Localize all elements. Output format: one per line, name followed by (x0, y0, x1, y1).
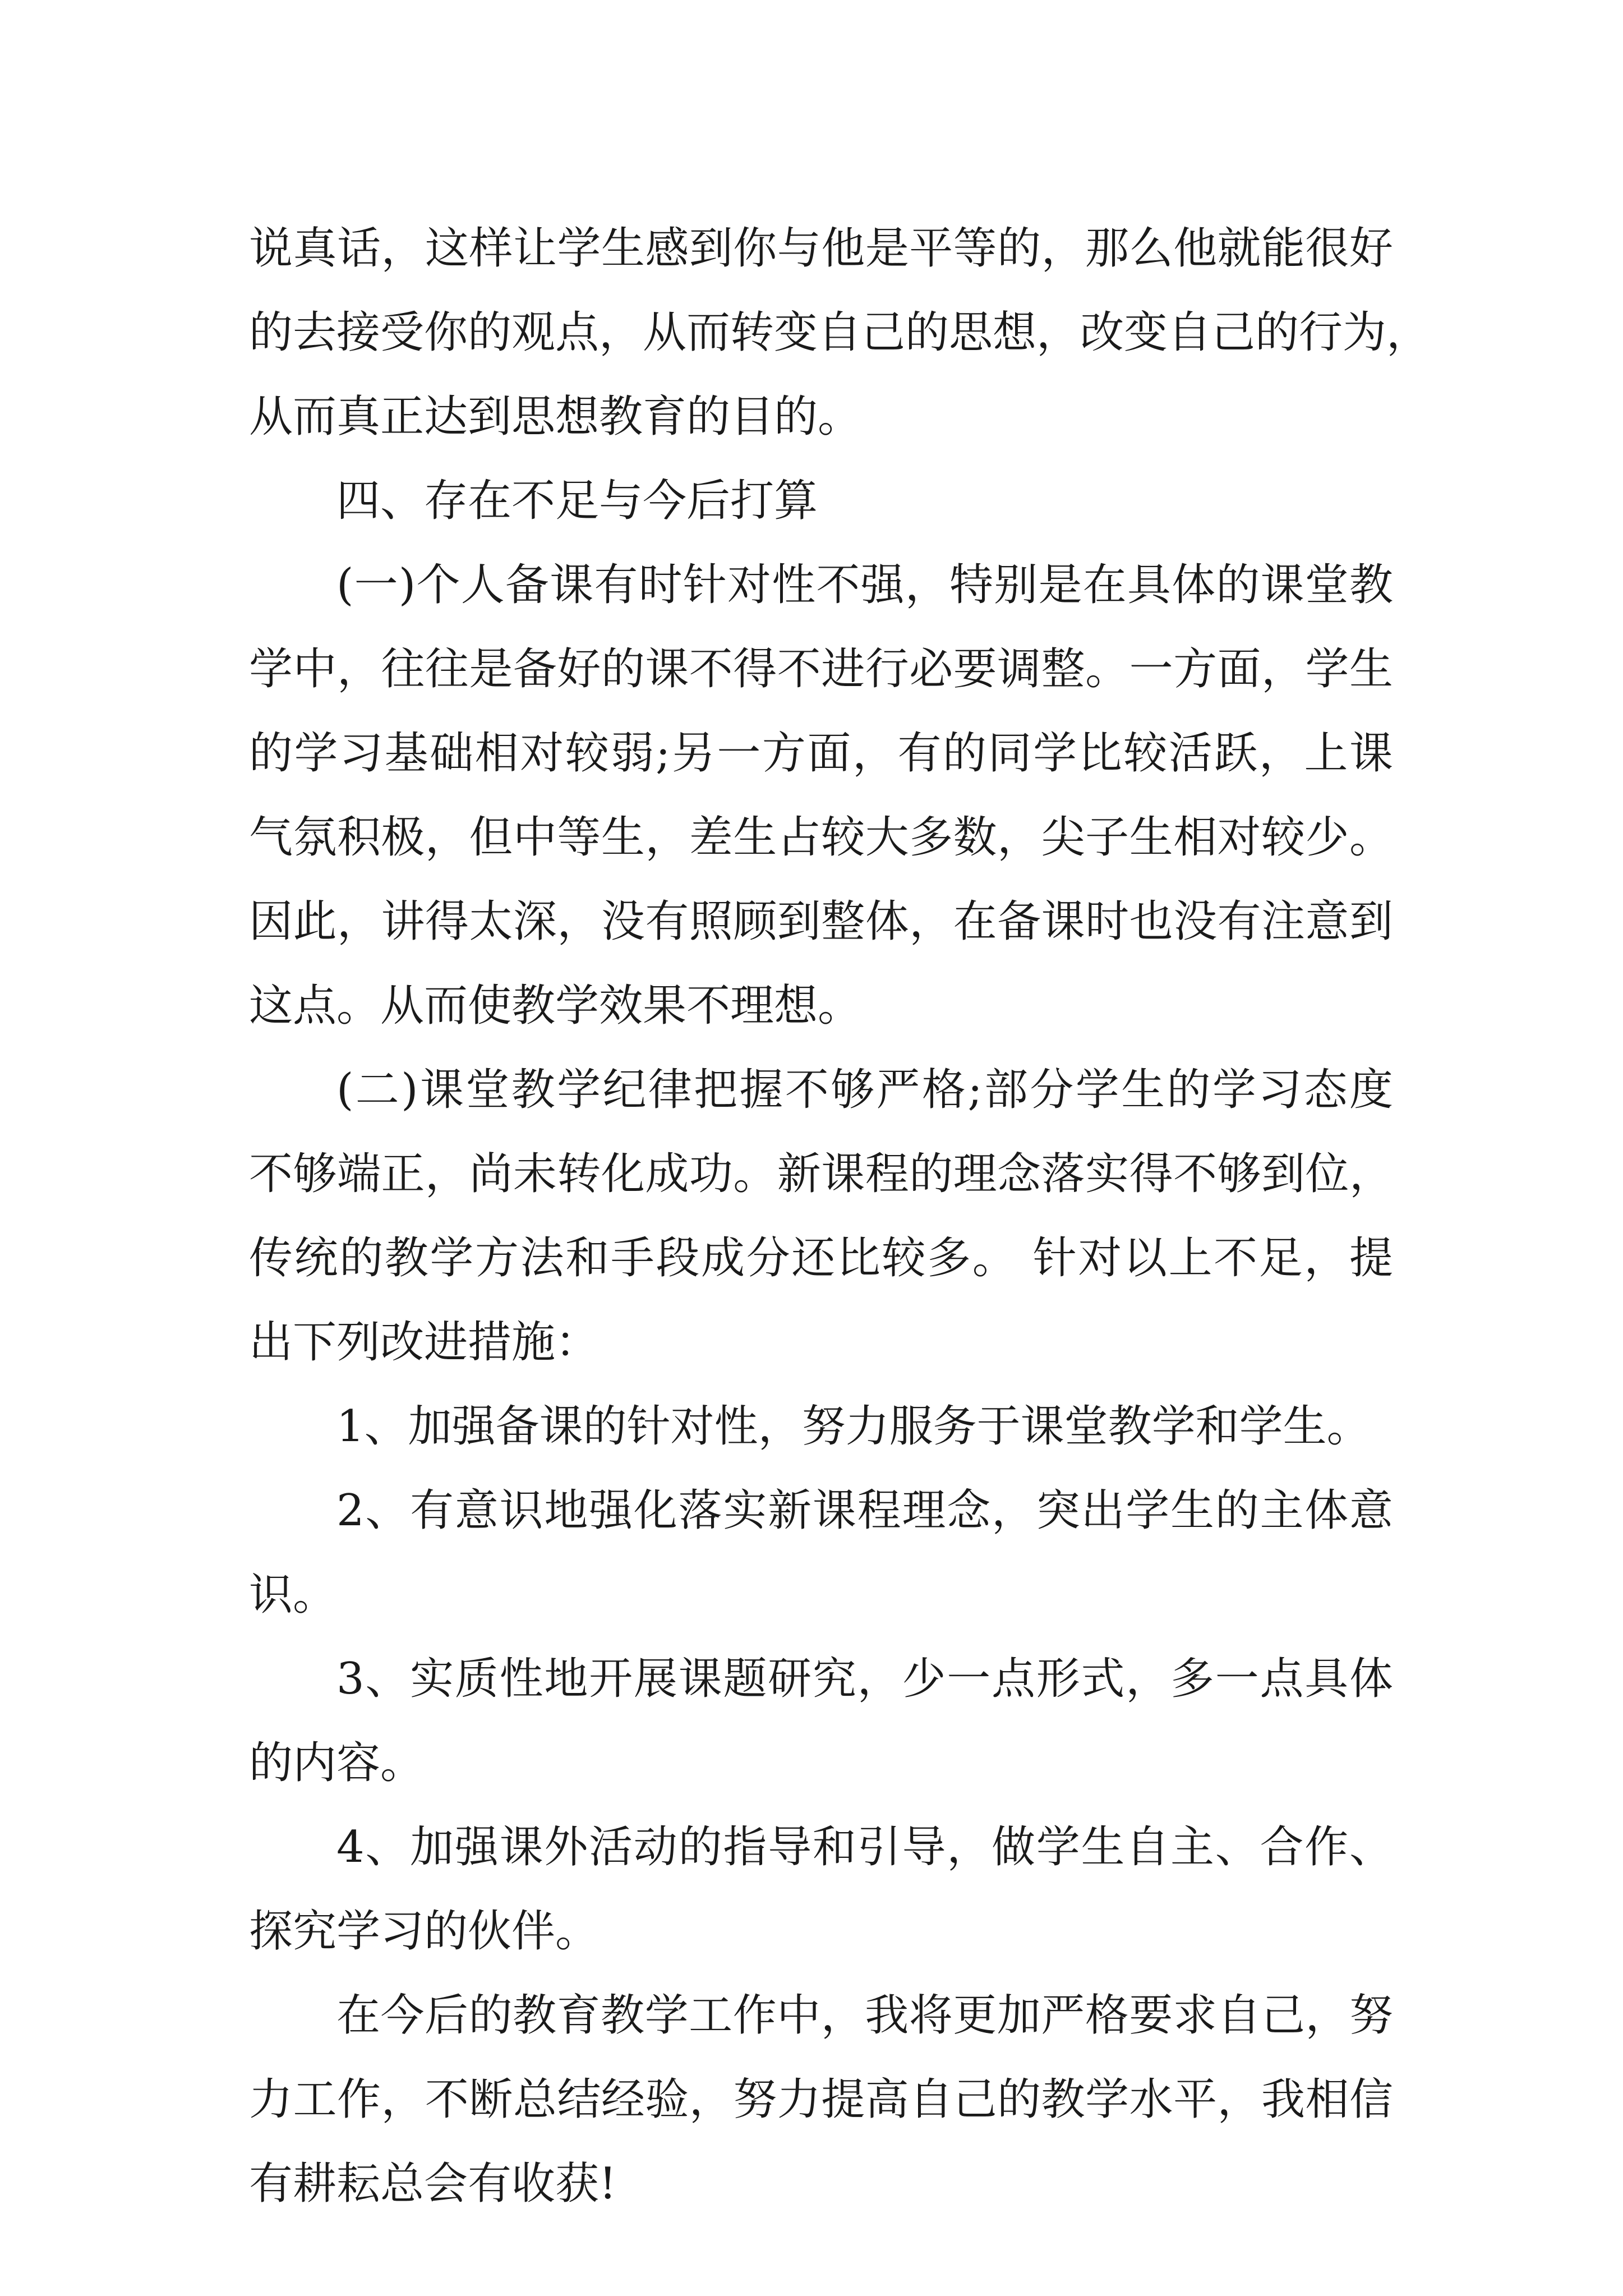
text-line: 学中，往往是备好的课不得不进行必要调整。一方面，学生 (249, 644, 1393, 694)
text-line: 的去接受你的观点，从而转变自己的思想，改变自己的行为， (249, 307, 1431, 358)
text-line: (一)个人备课有时针对性不强，特别是在具体的课堂教 (336, 560, 1393, 610)
text-line: 探究学习的伙伴。 (249, 1906, 600, 1957)
text-line: 1、加强备课的针对性，努力服务于课堂教学和学生。 (336, 1401, 1371, 1452)
text-line: 传统的教学方法和手段成分还比较多。 针对以上不足，提 (249, 1233, 1393, 1283)
text-line: 3、实质性地开展课题研究，少一点形式，多一点具体 (336, 1654, 1393, 1704)
text-line: 从而真正达到思想教育的目的。 (249, 392, 862, 442)
text-line: 4、加强课外活动的指导和引导，做学生自主、合作、 (336, 1822, 1393, 1872)
text-line: 出下列改进措施： (249, 1317, 600, 1368)
text-line: 说真话，这样让学生感到你与他是平等的，那么他就能很好 (249, 223, 1393, 274)
document-page (249, 206, 1431, 2226)
text-line: 的学习基础相对较弱;另一方面，有的同学比较活跃，上课 (249, 728, 1393, 779)
text-line: 在今后的教育教学工作中，我将更加严格要求自己，努 (336, 1990, 1393, 2041)
text-line: 气氛积极，但中等生，差生占较大多数，尖子生相对较少。 (249, 812, 1393, 863)
text-line: 这点。从而使教学效果不理想。 (249, 981, 862, 1031)
text-line: 力工作，不断总结经验，努力提高自己的教学水平，我相信 (249, 2074, 1393, 2125)
text-line: 有耕耘总会有收获! (249, 2159, 617, 2209)
text-line: 不够端正，尚未转化成功。新课程的理念落实得不够到位， (249, 1149, 1393, 1199)
text-line: (二)课堂教学纪律把握不够严格;部分学生的学习态度 (336, 1065, 1393, 1115)
text-line: 的内容。 (249, 1738, 425, 1788)
text-line: 2、有意识地强化落实新课程理念，突出学生的主体意 (336, 1485, 1393, 1536)
text-line: 四、存在不足与今后打算 (336, 476, 818, 526)
text-line: 识。 (249, 1570, 337, 1620)
text-line: 因此，讲得太深，没有照顾到整体，在备课时也没有注意到 (249, 896, 1393, 947)
